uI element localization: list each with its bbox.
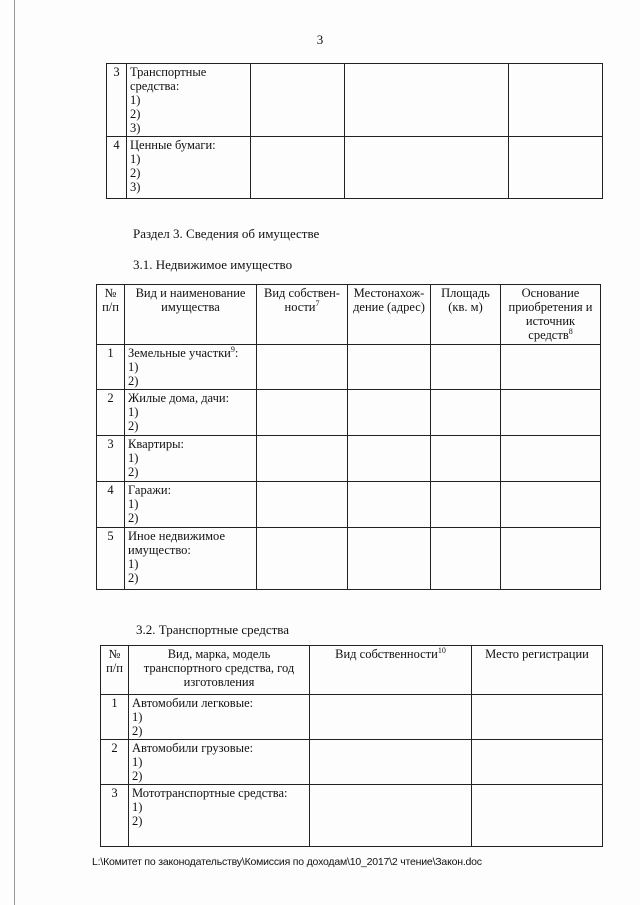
row-title: Мототранспортные средства: bbox=[132, 786, 288, 800]
list-item: 2) bbox=[130, 166, 141, 180]
row-title-cell bbox=[129, 785, 310, 847]
empty-cell bbox=[257, 436, 348, 482]
empty-cell bbox=[345, 64, 509, 137]
column-header-text: Основание приобретения и источник средств bbox=[508, 286, 593, 342]
empty-cell bbox=[501, 482, 601, 528]
column-header: Местонахож- дение (адрес) bbox=[348, 285, 431, 345]
row-title-cell bbox=[125, 482, 257, 528]
empty-cell bbox=[348, 436, 431, 482]
empty-cell bbox=[431, 528, 501, 590]
empty-cell bbox=[431, 436, 501, 482]
page-number: 3 bbox=[316, 32, 324, 47]
list-item: 1) bbox=[128, 451, 139, 465]
row-title-cell bbox=[125, 345, 257, 390]
row-title bbox=[128, 346, 253, 360]
empty-cell bbox=[431, 345, 501, 390]
list-item: 2) bbox=[132, 769, 143, 783]
empty-cell bbox=[257, 345, 348, 390]
column-header: Площадь (кв. м) bbox=[431, 285, 501, 345]
list-item: 1) bbox=[128, 497, 139, 511]
column-header-text: Вид собственности bbox=[335, 647, 438, 661]
table-header-row bbox=[97, 285, 601, 345]
column-header bbox=[257, 285, 348, 345]
empty-cell bbox=[310, 695, 472, 740]
empty-cell bbox=[472, 740, 603, 785]
empty-cell bbox=[472, 785, 603, 847]
empty-cell bbox=[431, 390, 501, 436]
empty-cell bbox=[509, 137, 603, 199]
empty-cell bbox=[310, 785, 472, 847]
list-item: 3) bbox=[130, 180, 141, 194]
table-row bbox=[97, 528, 601, 590]
footnote-mark: 8 bbox=[568, 326, 573, 336]
row-number: 1 bbox=[101, 695, 129, 740]
table-row bbox=[101, 695, 603, 740]
row-number: 3 bbox=[97, 436, 125, 482]
list-item: 1) bbox=[128, 405, 139, 419]
list-item: 2) bbox=[128, 571, 139, 585]
row-title-cell bbox=[129, 695, 310, 740]
row-number: 3 bbox=[101, 785, 129, 847]
row-title-cell bbox=[129, 740, 310, 785]
scan-edge-line bbox=[14, 0, 15, 905]
vehicles-table bbox=[100, 645, 603, 847]
column-header: Вид, марка, модель транспортного средства, год изготовления bbox=[129, 646, 310, 695]
file-path-footer: L:\Комитет по законодательству\Комиссия по доходам\10_2017\2 чтение\Закон.doc bbox=[92, 856, 482, 868]
row-number: 5 bbox=[97, 528, 125, 590]
list-item: 2) bbox=[128, 374, 139, 388]
empty-cell bbox=[348, 345, 431, 390]
list-item: 1) bbox=[130, 152, 141, 166]
empty-cell bbox=[345, 137, 509, 199]
row-title: Автомобили легковые: bbox=[132, 696, 254, 710]
empty-cell bbox=[472, 695, 603, 740]
row-number: 2 bbox=[101, 740, 129, 785]
list-item: 2) bbox=[128, 465, 139, 479]
empty-cell bbox=[348, 482, 431, 528]
empty-cell bbox=[257, 528, 348, 590]
row-number: 4 bbox=[97, 482, 125, 528]
empty-cell bbox=[501, 345, 601, 390]
list-item: 3) bbox=[130, 121, 141, 135]
empty-cell bbox=[431, 482, 501, 528]
empty-cell bbox=[501, 390, 601, 436]
row-title-cell bbox=[127, 137, 251, 199]
list-item: 1) bbox=[132, 755, 143, 769]
empty-cell bbox=[310, 740, 472, 785]
row-title-cell bbox=[125, 436, 257, 482]
column-header: Место регистрации bbox=[472, 646, 603, 695]
row-number: 4 bbox=[107, 137, 127, 199]
column-header bbox=[501, 285, 601, 345]
realty-table bbox=[96, 284, 601, 590]
row-number: 3 bbox=[107, 64, 127, 137]
subsection-title-vehicles: 3.2. Транспортные средства bbox=[136, 622, 290, 637]
list-item: 1) bbox=[130, 93, 141, 107]
top-table bbox=[106, 63, 603, 199]
footnote-mark: 10 bbox=[437, 645, 446, 655]
table-row bbox=[97, 345, 601, 390]
row-title: Жилые дома, дачи: bbox=[128, 391, 230, 405]
table-row bbox=[97, 436, 601, 482]
row-title-cell bbox=[125, 528, 257, 590]
row-title: Ценные бумаги: bbox=[130, 138, 216, 152]
list-item: 1) bbox=[132, 710, 143, 724]
list-item: 2) bbox=[132, 814, 143, 828]
empty-cell bbox=[501, 436, 601, 482]
empty-cell bbox=[257, 482, 348, 528]
table-header-row bbox=[101, 646, 603, 695]
list-item: 2) bbox=[132, 724, 143, 738]
column-header bbox=[310, 646, 472, 695]
list-item: 2) bbox=[128, 511, 139, 525]
row-title: Транспортные средства: bbox=[130, 65, 207, 93]
table-row bbox=[107, 137, 603, 199]
footnote-mark: 9 bbox=[230, 344, 235, 354]
list-item: 1) bbox=[132, 800, 143, 814]
table-row bbox=[101, 785, 603, 847]
list-item: 2) bbox=[128, 419, 139, 433]
column-header-text: Вид собствен- ности bbox=[264, 286, 340, 314]
subsection-title-realty: 3.1. Недвижимое имущество bbox=[133, 257, 293, 272]
row-number: 2 bbox=[97, 390, 125, 436]
table-row bbox=[101, 740, 603, 785]
list-item: 1) bbox=[128, 360, 139, 374]
list-item: 1) bbox=[128, 557, 139, 571]
column-header: № п/п bbox=[97, 285, 125, 345]
list-item: 2) bbox=[130, 107, 141, 121]
table-row bbox=[107, 64, 603, 137]
empty-cell bbox=[501, 528, 601, 590]
row-title-suffix: : bbox=[234, 346, 239, 360]
empty-cell bbox=[251, 137, 345, 199]
empty-cell bbox=[257, 390, 348, 436]
section-title: Раздел 3. Сведения об имуществе bbox=[133, 226, 320, 241]
row-title: Автомобили грузовые: bbox=[132, 741, 254, 755]
column-header: Вид и наименование имущества bbox=[125, 285, 257, 345]
row-title-text: Земельные участки bbox=[128, 346, 231, 360]
row-title: Квартиры: bbox=[128, 437, 184, 451]
table-row bbox=[97, 482, 601, 528]
row-number: 1 bbox=[97, 345, 125, 390]
row-title: Гаражи: bbox=[128, 483, 172, 497]
empty-cell bbox=[348, 528, 431, 590]
row-title-cell bbox=[125, 390, 257, 436]
row-title-cell bbox=[127, 64, 251, 137]
empty-cell bbox=[509, 64, 603, 137]
column-header: № п/п bbox=[101, 646, 129, 695]
footnote-mark: 7 bbox=[315, 298, 320, 308]
empty-cell bbox=[348, 390, 431, 436]
table-row bbox=[97, 390, 601, 436]
empty-cell bbox=[251, 64, 345, 137]
row-title: Иное недвижимое имущество: bbox=[128, 529, 226, 557]
